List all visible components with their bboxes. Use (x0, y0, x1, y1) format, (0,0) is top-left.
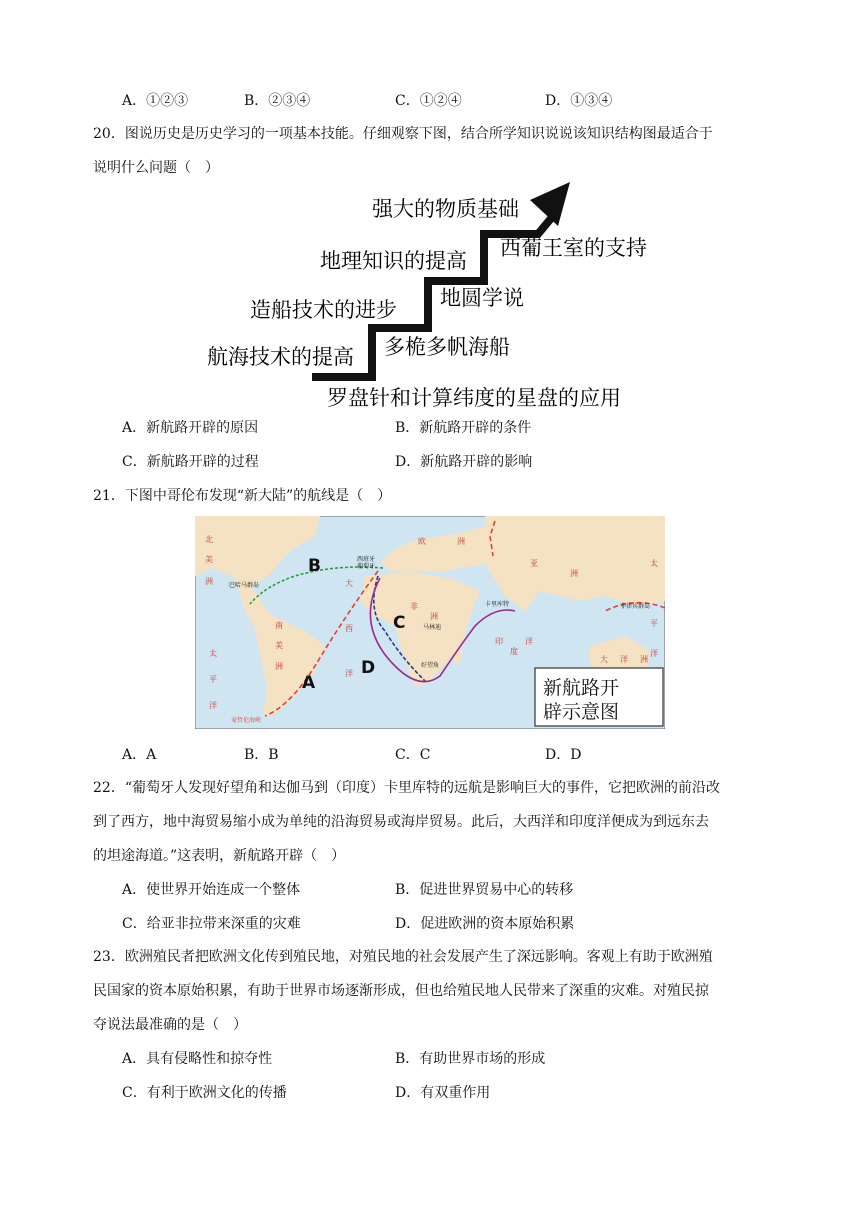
svg-text:洲: 洲 (275, 662, 283, 671)
svg-text:洋: 洋 (650, 649, 658, 658)
svg-text:太: 太 (650, 559, 658, 568)
q22-option-a[interactable]: A．使世界开始连成一个整体 (122, 882, 301, 898)
diagram-right-1: 西葡王室的支持 (500, 236, 647, 260)
place-spain: 西班牙 (357, 556, 376, 563)
staircase-diagram (200, 178, 660, 414)
svg-text:北: 北 (205, 535, 213, 544)
map-title-line2: 辟示意图 (543, 701, 620, 723)
q22-stem-line3: 的坦途海道。”这表明，新航路开辟（ ） (93, 848, 346, 864)
svg-text:美: 美 (275, 641, 283, 650)
place-bahamas: 巴哈马群岛 (229, 582, 260, 589)
q21-option-b[interactable]: B．B (244, 747, 279, 763)
q20-option-a[interactable]: A．新航路开辟的原因 (122, 420, 259, 436)
q19-option-a[interactable]: A．①②③ (122, 93, 189, 109)
place-calicut: 卡里库特 (485, 601, 510, 608)
route-label-d: D (361, 658, 376, 678)
route-label-c: C (393, 613, 406, 633)
q22-stem-line1: 22．“葡萄牙人发现好望角和达伽马到（印度）卡里库特的远航是影响巨大的事件，它把欧洲的前沿改 (93, 780, 720, 796)
svg-text:平: 平 (650, 619, 658, 628)
q23-option-d[interactable]: D．有双重作用 (395, 1085, 491, 1101)
diagram-left-2: 造船技术的进步 (250, 298, 397, 322)
svg-text:平: 平 (209, 675, 217, 684)
svg-text:大: 大 (345, 579, 353, 588)
q20-stem-line1: 20．图说历史是历史学习的一项基本技能。仔细观察下图，结合所学知识说说该知识结构图最适合于 (93, 126, 713, 142)
place-philippines: 菲律宾群岛 (620, 603, 651, 610)
q22-option-b[interactable]: B．促进世界贸易中心的转移 (395, 882, 574, 898)
q21-option-c[interactable]: C．C (395, 747, 431, 763)
q21-stem: 21．下图中哥伦布发现“新大陆”的航线是（ ） (93, 488, 392, 504)
svg-text:洲: 洲 (205, 577, 213, 586)
svg-text:洋: 洋 (620, 655, 628, 664)
svg-text:印: 印 (495, 637, 503, 646)
diagram-right-2: 地圆学说 (440, 286, 524, 310)
q21-option-a[interactable]: A．A (122, 747, 157, 763)
new-routes-map (195, 516, 665, 729)
q20-option-d[interactable]: D．新航路开辟的影响 (395, 454, 533, 470)
svg-text:洲: 洲 (457, 537, 465, 546)
diagram-left-3: 航海技术的提高 (207, 345, 354, 369)
q20-stem-line2: 说明什么问题（ ） (93, 160, 219, 176)
asia-land (485, 516, 665, 611)
map-title-line1: 新航路开 (543, 677, 620, 699)
q19-option-d[interactable]: D．①③④ (545, 93, 613, 109)
svg-text:非: 非 (410, 602, 418, 611)
q19-option-b[interactable]: B．②③④ (244, 93, 311, 109)
q22-option-d[interactable]: D．促进欧洲的资本原始积累 (395, 916, 575, 932)
place-cape: 好望角 (421, 662, 440, 669)
svg-text:洲: 洲 (430, 612, 438, 621)
q23-option-c[interactable]: C．有利于欧洲文化的传播 (122, 1085, 287, 1101)
place-magellan-strait: 麦哲伦海峡 (231, 717, 262, 724)
svg-text:亚: 亚 (530, 559, 538, 568)
place-malindi: 马林迪 (423, 624, 442, 631)
q19-option-c[interactable]: C．①②④ (395, 93, 462, 109)
q23-stem-line3: 夺说法最准确的是（ ） (93, 1017, 247, 1033)
q23-option-b[interactable]: B．有助世界市场的形成 (395, 1051, 546, 1067)
svg-text:洲: 洲 (570, 569, 578, 578)
svg-text:洋: 洋 (525, 637, 533, 646)
svg-text:太: 太 (209, 649, 217, 658)
q20-option-b[interactable]: B．新航路开辟的条件 (395, 420, 532, 436)
svg-text:洋: 洋 (209, 701, 217, 710)
route-label-b: B (308, 556, 321, 576)
svg-text:南: 南 (275, 621, 283, 630)
q22-option-c[interactable]: C．给亚非拉带来深重的灾难 (122, 916, 301, 932)
q23-stem-line2: 民国家的资本原始积累，有助于世界市场逐渐形成，但也给殖民地人民带来了深重的灾难。对殖民掠 (93, 983, 709, 999)
diagram-top: 强大的物质基础 (372, 197, 519, 221)
q23-stem-line1: 23．欧洲殖民者把欧洲文化传到殖民地，对殖民地的社会发展产生了深远影响。客观上有助于欧洲殖 (93, 949, 713, 965)
place-portugal: 葡萄牙 (357, 563, 376, 570)
svg-text:度: 度 (510, 647, 518, 656)
svg-text:洋: 洋 (345, 669, 353, 678)
diagram-right-3: 多桅多帆海船 (384, 335, 510, 359)
svg-text:西: 西 (345, 624, 353, 633)
diagram-left-1: 地理知识的提高 (320, 249, 467, 273)
svg-text:大: 大 (600, 655, 608, 664)
svg-text:欧: 欧 (418, 537, 426, 546)
route-label-a: A (302, 673, 316, 693)
q22-stem-line2: 到了西方，地中海贸易缩小成为单纯的沿海贸易或海岸贸易。此后，大西洋和印度洋便成为到远东去 (93, 814, 709, 830)
q20-option-c[interactable]: C．新航路开辟的过程 (122, 454, 259, 470)
q23-option-a[interactable]: A．具有侵略性和掠夺性 (122, 1051, 273, 1067)
svg-text:美: 美 (205, 555, 213, 564)
diagram-bottom: 罗盘针和计算纬度的星盘的应用 (327, 386, 621, 410)
q21-option-d[interactable]: D．D (545, 747, 582, 763)
svg-text:洲: 洲 (640, 655, 648, 664)
